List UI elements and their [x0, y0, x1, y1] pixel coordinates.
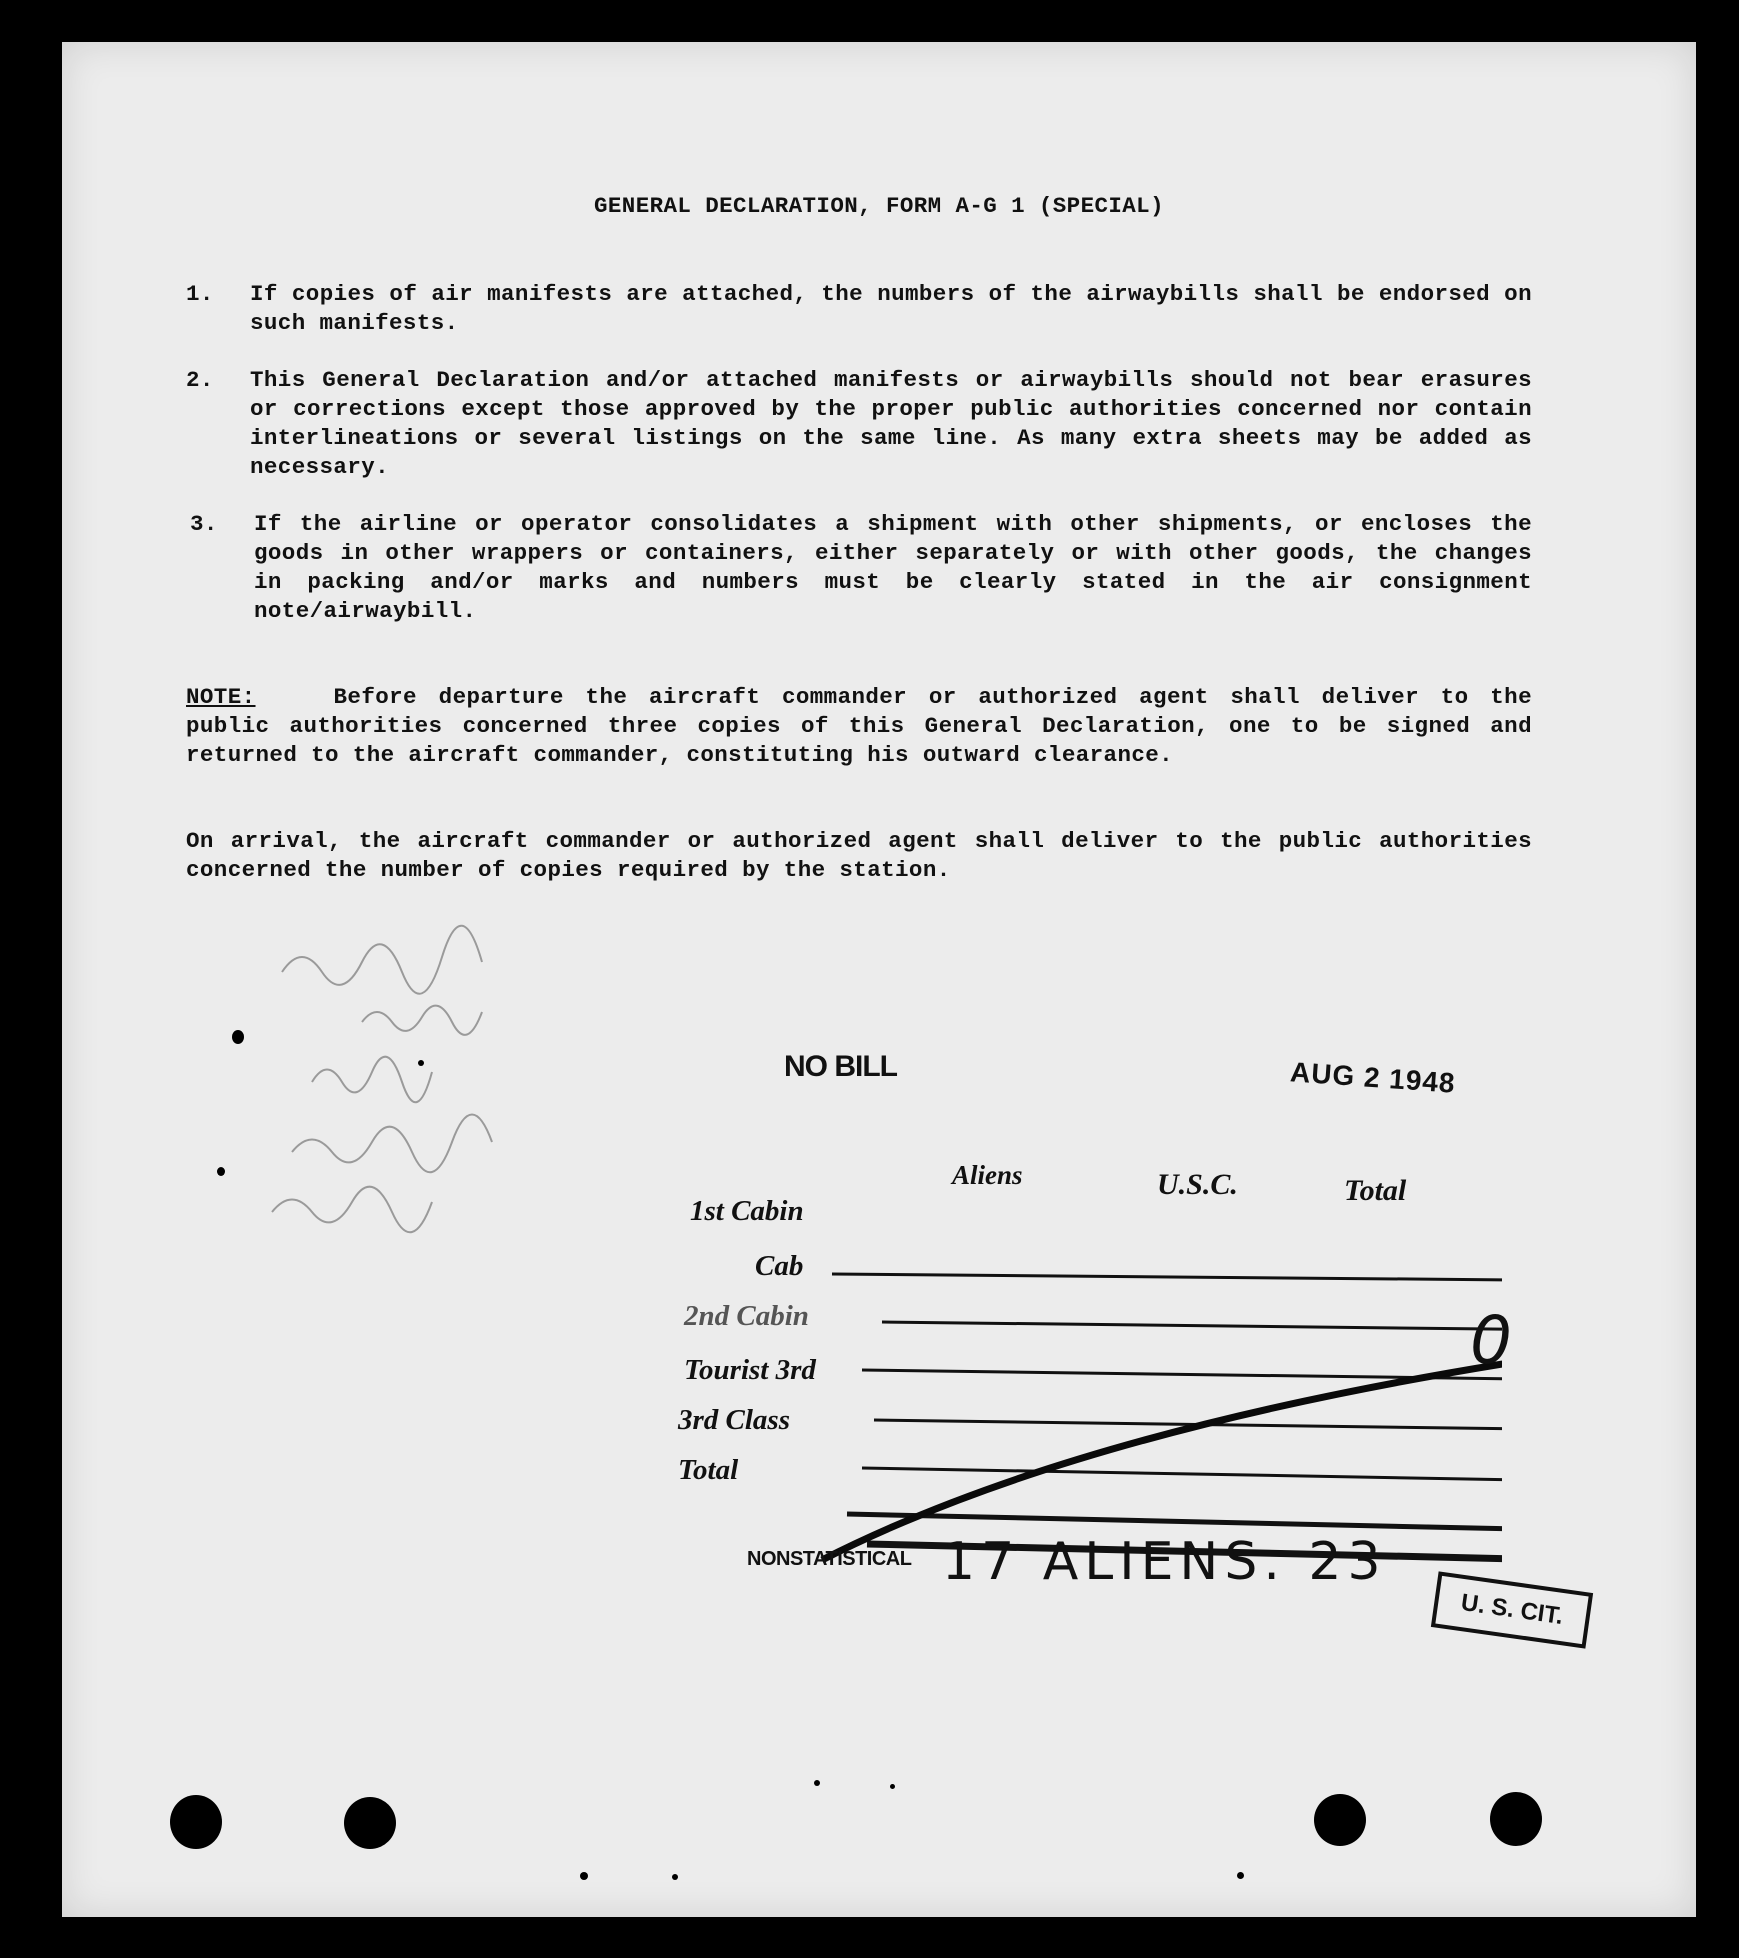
ink-dot: [418, 1060, 424, 1066]
item-number: 1.: [186, 281, 214, 307]
ink-dot: [217, 1167, 225, 1176]
note-text: Before departure the aircraft commander or authorized agent shall deliver to the public authorities concerned three copies of this General Declaration, one to be signed and returned to the aircraft commander, constituting his outward clearance.: [186, 684, 1532, 768]
punch-hole: [344, 1797, 396, 1849]
row-label-2nd-cabin: 2nd Cabin: [684, 1300, 809, 1332]
item-text: If copies of air manifests are attached, the numbers of the airwaybills shall be endorsed on such manifests.: [250, 281, 1532, 336]
document-page: [62, 42, 1696, 1917]
note-label: NOTE:: [186, 684, 256, 710]
ink-speck: [1237, 1872, 1244, 1879]
item-text: If the airline or operator consolidates a shipment with other shipments, or encloses the goods in other wrappers or containers, either separately or with other goods, the changes in packing and/or marks and numbers must be clearly stated in the air consignment note/airwaybill.: [254, 511, 1532, 624]
note-paragraph: [186, 683, 1532, 770]
date-stamp: AUG 2 1948: [1289, 1056, 1457, 1099]
row-label-1st-cabin: 1st Cabin: [690, 1195, 804, 1227]
punch-hole: [170, 1795, 222, 1849]
column-header-aliens: Aliens: [952, 1160, 1023, 1190]
row-label-3rd-class: 3rd Class: [678, 1404, 791, 1436]
nonstatistical-stamp: NONSTATISTICAL: [747, 1548, 912, 1570]
form-title: GENERAL DECLARATION, FORM A-G 1 (SPECIAL): [594, 193, 1164, 219]
item-text: This General Declaration and/or attached manifests or airwaybills should not bear erasures or corrections except those approved by the proper public authorities concerned nor contain interlineations or several listings on the same line. As many extra sheets may be added as necessary.: [250, 367, 1532, 480]
item-number: 2.: [186, 367, 214, 393]
illegible-scribbles: [212, 882, 632, 1282]
us-cit-stamp: U. S. CIT.: [1431, 1571, 1593, 1648]
handwritten-aliens-note: 17 ALIENS. 23: [942, 1532, 1387, 1592]
ink-speck: [890, 1784, 895, 1789]
row-label-total: Total: [678, 1454, 739, 1486]
column-header-total: Total: [1344, 1174, 1407, 1207]
no-bill-stamp: NO BILL: [784, 1050, 897, 1083]
ink-speck: [672, 1874, 678, 1880]
punch-hole: [1314, 1794, 1366, 1846]
row-label-cab: Cab: [755, 1250, 804, 1282]
item-number: 3.: [190, 511, 218, 537]
ink-speck: [814, 1780, 820, 1786]
row-label-tourist-3rd: Tourist 3rd: [684, 1354, 816, 1386]
ink-speck: [580, 1872, 588, 1880]
column-header-usc: U.S.C.: [1157, 1168, 1238, 1201]
handwritten-total-mark: 0: [1470, 1302, 1512, 1379]
punch-hole: [1490, 1792, 1542, 1846]
arrival-paragraph: On arrival, the aircraft commander or authorized agent shall deliver to the public authorities concerned the number of copies required by the station.: [186, 828, 1532, 883]
ink-dot: [232, 1030, 244, 1044]
